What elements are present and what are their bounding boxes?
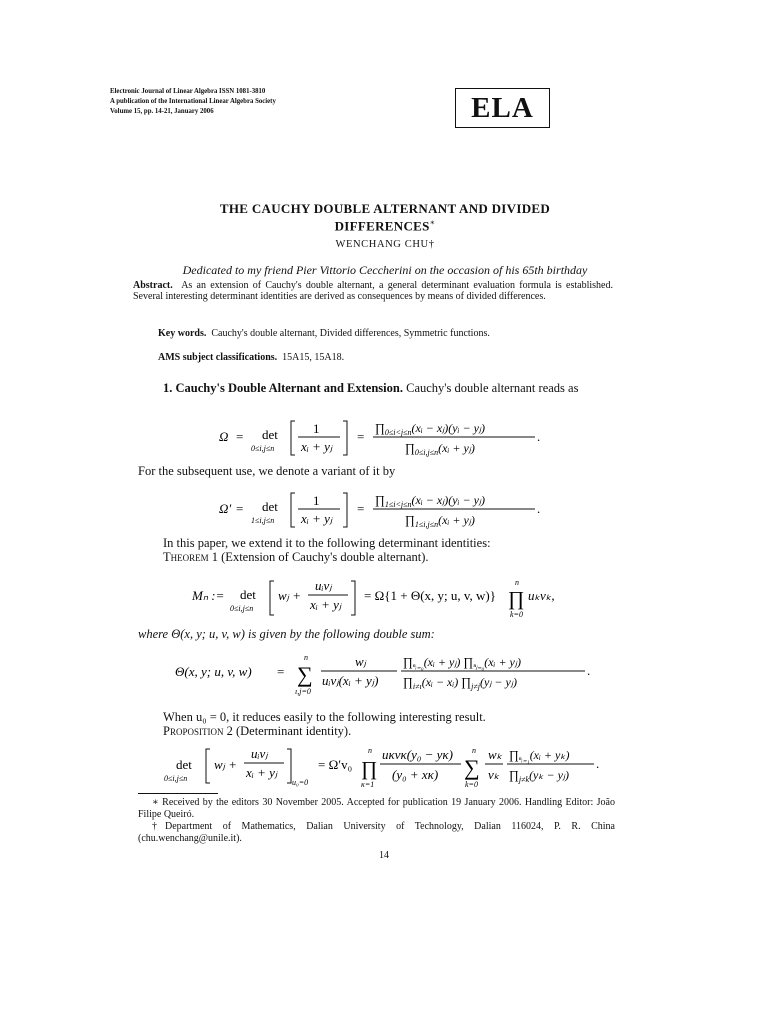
footnote-received: ∗ Received by the editors 30 November 2005. Accepted for publication 19 January 2006. Handling Editor: João Filipe Queiró. bbox=[138, 797, 615, 820]
title-line-2: DIFFERENCES bbox=[334, 218, 430, 234]
svg-text:uκvκ(y₀ − yκ): uκvκ(y₀ − yκ) bbox=[382, 747, 453, 762]
svg-text:=: = bbox=[236, 429, 244, 444]
extend-text: In this paper, we extend it to the following determinant identities: bbox=[163, 536, 491, 550]
proposition-2 bbox=[138, 724, 615, 739]
svg-text:det: det bbox=[240, 587, 256, 602]
svg-text:ı,j=0: ı,j=0 bbox=[295, 687, 311, 696]
svg-text:det: det bbox=[262, 499, 278, 514]
paper-title bbox=[140, 202, 630, 233]
svg-text:xᵢ + yⱼ: xᵢ + yⱼ bbox=[246, 765, 278, 780]
journal-line-3: Volume 15, pp. 14-21, January 2006 bbox=[110, 108, 214, 115]
svg-text:∏: ∏ bbox=[508, 588, 525, 610]
page-number: 14 bbox=[379, 850, 389, 861]
where-text: where Θ(x, y; u, v, w) is given by the following double sum: bbox=[138, 627, 435, 641]
section-1-intro-text: Cauchy's double alternant reads as bbox=[406, 381, 579, 395]
svg-text:.: . bbox=[537, 429, 541, 444]
equation-theorem-1 bbox=[190, 575, 570, 625]
dedication: Dedicated to my friend Pier Vittorio Ceccherini on the occasion of his 65th birthday bbox=[182, 263, 588, 277]
svg-text:0≤i,j≤n: 0≤i,j≤n bbox=[251, 444, 275, 453]
theorem-title: (Extension of Cauchy's double alternant). bbox=[221, 550, 429, 564]
svg-text:∑: ∑ bbox=[297, 662, 313, 687]
svg-text:∏0≤i,j≤n(xᵢ + yⱼ): $\prod_{0\le i,j\le n}(xᵢ$ + yⱼ) bbox=[405, 441, 475, 457]
svg-text:∏1≤i<j≤n(xᵢ − xⱼ)(yᵢ − yⱼ): $\prod_{1\le i<j\le n}(xᵢ$ − xⱼ)(yᵢ − yⱼ) bbox=[375, 493, 485, 509]
svg-text:=: = bbox=[357, 429, 365, 444]
theorem-1 bbox=[138, 550, 615, 565]
footnote-department: †Department of Mathematics, Dalian University of Technology, Dalian 116024, P. R. China (chu.wenchang@unile.it). bbox=[138, 821, 615, 844]
svg-text:xᵢ + yⱼ: xᵢ + yⱼ bbox=[301, 439, 333, 454]
svg-text:wₖ: wₖ bbox=[488, 747, 503, 762]
ams-classification bbox=[158, 352, 344, 363]
svg-text:xᵢ + yⱼ: xᵢ + yⱼ bbox=[310, 597, 342, 612]
equation-omega-prime bbox=[215, 487, 545, 531]
journal-line-1: Electronic Journal of Linear Algebra ISSN 1081-3810 bbox=[110, 88, 266, 95]
svg-text:Ω: Ω bbox=[219, 429, 229, 444]
svg-text:det: det bbox=[176, 757, 192, 772]
svg-text:uᵢvⱼ: uᵢvⱼ bbox=[251, 746, 268, 761]
svg-text:1: 1 bbox=[313, 421, 320, 436]
svg-text:.: . bbox=[537, 501, 541, 516]
keywords-text: Cauchy's double alternant, Divided differences, Symmetric functions. bbox=[211, 328, 490, 339]
svg-text:∏ⁿᵢ₌₀(xᵢ + yⱼ) ∏ⁿⱼ₌₀(xᵢ + yⱼ): $\prod_{^nᵢ_{=0}}(xᵢ$ + yⱼ) $\prod_{^nⱼ_{=0}}(xᵢ$ + yⱼ) bbox=[403, 655, 521, 671]
svg-text:1≤i,j≤n: 1≤i,j≤n bbox=[251, 516, 275, 525]
svg-text:u₀=0: u₀=0 bbox=[292, 778, 309, 787]
svg-text:=: = bbox=[357, 501, 365, 516]
equation-theta bbox=[165, 650, 595, 700]
author: WENCHANG CHU† bbox=[335, 239, 435, 250]
svg-text:wⱼ: wⱼ bbox=[355, 654, 366, 669]
theorem-label: Theorem 1 bbox=[163, 550, 219, 564]
svg-text:∏0≤i<j≤n(xᵢ − xⱼ)(yᵢ − yⱼ): $\prod_{0\le i<j\le n}(xᵢ$ − xⱼ)(yᵢ − yⱼ) bbox=[375, 421, 485, 437]
abstract bbox=[133, 280, 613, 302]
section-1-intro bbox=[138, 381, 615, 396]
svg-text:= Ω′v₀: = Ω′v₀ bbox=[318, 757, 353, 772]
title-footnote-mark: ∗ bbox=[429, 218, 436, 227]
svg-text:n: n bbox=[472, 746, 476, 755]
svg-text:vₖ: vₖ bbox=[488, 767, 500, 782]
section-1-heading: 1. Cauchy's Double Alternant and Extension. bbox=[163, 381, 403, 395]
ams-label: AMS subject classifications. bbox=[158, 352, 278, 363]
svg-text:=: = bbox=[236, 501, 244, 516]
proposition-title: (Determinant identity). bbox=[235, 724, 352, 738]
svg-text:∑: ∑ bbox=[464, 755, 480, 780]
abstract-label: Abstract. bbox=[133, 280, 173, 291]
svg-text:det: det bbox=[262, 427, 278, 442]
journal-header bbox=[110, 87, 276, 117]
svg-text:1: 1 bbox=[313, 493, 320, 508]
svg-text:wⱼ +: wⱼ + bbox=[214, 757, 237, 772]
variant-text: For the subsequent use, we denote a variant of it by bbox=[138, 464, 396, 478]
svg-text:k=0: k=0 bbox=[510, 610, 523, 619]
svg-text:uᵢvⱼ: uᵢvⱼ bbox=[315, 578, 332, 593]
ams-text: 15A15, 15A18. bbox=[282, 352, 345, 363]
svg-text:uᵢvⱼ(xᵢ + yⱼ): uᵢvⱼ(xᵢ + yⱼ) bbox=[322, 673, 379, 688]
svg-text:∏ⁿᵢ₌₁(xᵢ + yₖ): $\prod_{^nᵢ_{=1}}(xᵢ + y_k)$ bbox=[509, 748, 570, 764]
equation-proposition-2 bbox=[158, 743, 618, 793]
when-text: When u₀ = 0, it reduces easily to the following interesting result. bbox=[163, 710, 486, 724]
svg-text:∏: ∏ bbox=[361, 758, 378, 780]
svg-text:wⱼ +: wⱼ + bbox=[278, 588, 301, 603]
svg-text:Θ(x, y; u, v, w): Θ(x, y; u, v, w) bbox=[175, 664, 252, 679]
svg-text:k=0: k=0 bbox=[465, 780, 478, 789]
abstract-text: As an extension of Cauchy's double alternant, a general determinant evaluation formula is established. Several interesting determinant identities are derived as consequences by means of divided differences. bbox=[133, 280, 613, 302]
svg-text:.: . bbox=[596, 756, 600, 771]
proposition-label: Proposition 2 bbox=[163, 724, 233, 738]
svg-text:n: n bbox=[515, 578, 519, 587]
svg-text:n: n bbox=[368, 746, 372, 755]
ela-logo: ELA bbox=[455, 88, 550, 128]
svg-text:.: . bbox=[587, 663, 591, 678]
keywords bbox=[158, 328, 490, 339]
title-line-1: THE CAUCHY DOUBLE ALTERNANT AND DIVIDED bbox=[219, 201, 551, 216]
svg-text:uₖvₖ,: uₖvₖ, bbox=[528, 588, 555, 603]
svg-text:∏j≠k(yₖ − yⱼ): $\prod_{j\ne k}(y_k$ − yⱼ) bbox=[509, 768, 570, 784]
footnote-rule bbox=[138, 793, 218, 794]
svg-text:xᵢ + yⱼ: xᵢ + yⱼ bbox=[301, 511, 333, 526]
svg-text:= Ω{1 + Θ(x, y; u, v, w)}: = Ω{1 + Θ(x, y; u, v, w)} bbox=[364, 588, 497, 603]
svg-text:∏1≤i,j≤n(xᵢ + yⱼ): $\prod_{1\le i,j\le n}(xᵢ$ + yⱼ) bbox=[405, 513, 475, 529]
svg-text:∏i≠ı(xᵢ − xᵢ) ∏j≠j(yⱼ − yⱼ): $\prod_{i\ne ı}(xᵢ$ − xᵢ) $\prod_{j\ne j}(yⱼ$ − yⱼ) bbox=[403, 675, 517, 691]
svg-text:Ω′: Ω′ bbox=[219, 501, 232, 516]
svg-text:κ=1: κ=1 bbox=[361, 780, 375, 789]
keywords-label: Key words. bbox=[158, 328, 207, 339]
equation-omega bbox=[215, 415, 545, 459]
svg-text:(y₀ + xκ): (y₀ + xκ) bbox=[392, 767, 439, 782]
svg-text:0≤i,j≤n: 0≤i,j≤n bbox=[230, 604, 254, 613]
svg-text:Mₙ :=: Mₙ := bbox=[192, 588, 225, 603]
svg-text:n: n bbox=[304, 653, 308, 662]
journal-line-2: A publication of the International Linear Algebra Society bbox=[110, 98, 276, 105]
svg-text:=: = bbox=[277, 664, 285, 679]
svg-text:0≤i,j≤n: 0≤i,j≤n bbox=[164, 774, 188, 783]
